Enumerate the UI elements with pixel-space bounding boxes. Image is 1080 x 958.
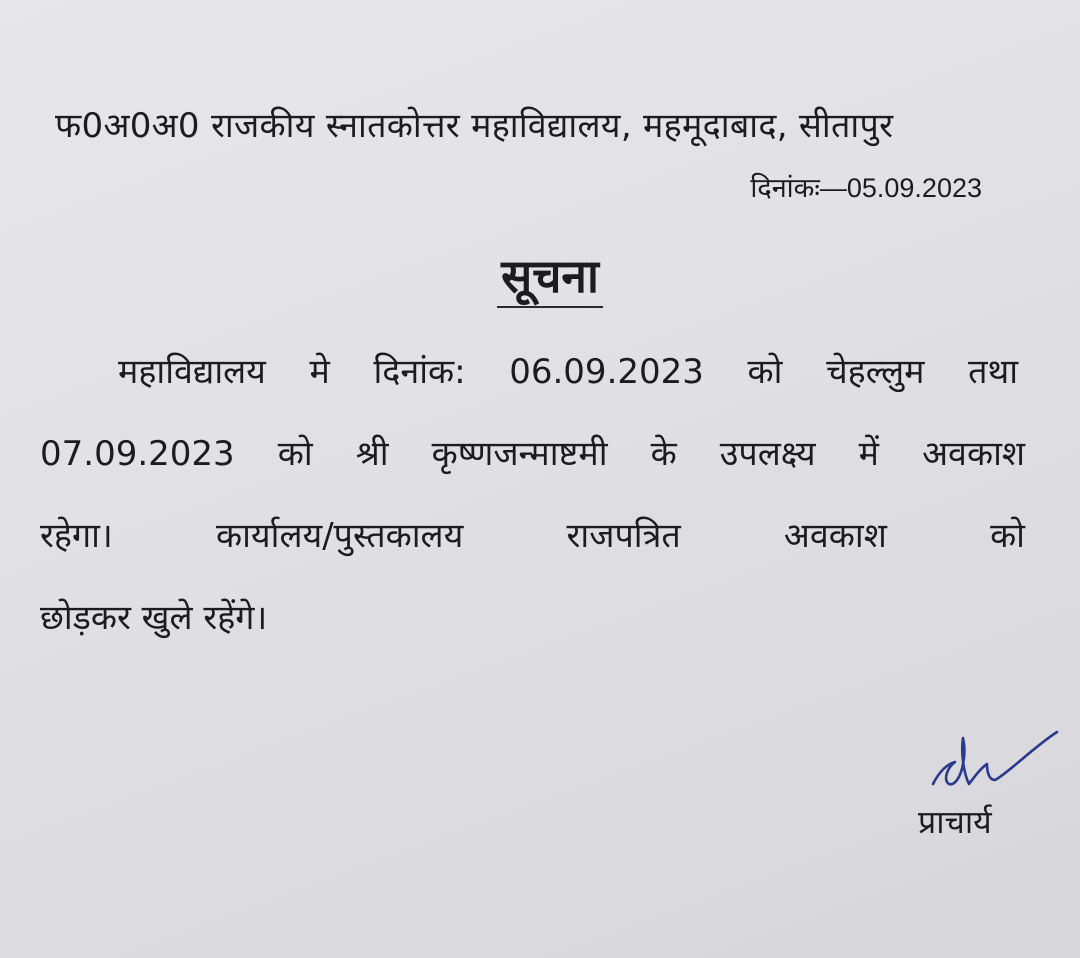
- notice-body-line-4: छोड़कर खुले रहेंगे।: [40, 598, 268, 638]
- college-name: फ0अ0अ0 राजकीय स्नातकोत्तर महाविद्यालय, महमूदाबाद, सीतापुर: [55, 106, 894, 146]
- notice-date: दिनांकः—05.09.2023: [750, 173, 982, 203]
- notice-heading-text: सूचना: [497, 246, 603, 308]
- notice-body-line-2: 07.09.2023 को श्री कृष्णजन्माष्टमी के उपलक्ष्य में अवकाश: [40, 434, 1025, 474]
- notice-body-line-1: महाविद्यालय मे दिनांक: 06.09.2023 को चेहल्लुम तथा: [118, 352, 1018, 392]
- principal-designation: प्राचार्य: [918, 803, 992, 841]
- notice-body-line-3: रहेगा। कार्यालय/पुस्तकालय राजपत्रित अवकाश को: [40, 516, 1025, 556]
- signature-mark: [925, 724, 1065, 804]
- notice-heading: [0, 246, 1080, 308]
